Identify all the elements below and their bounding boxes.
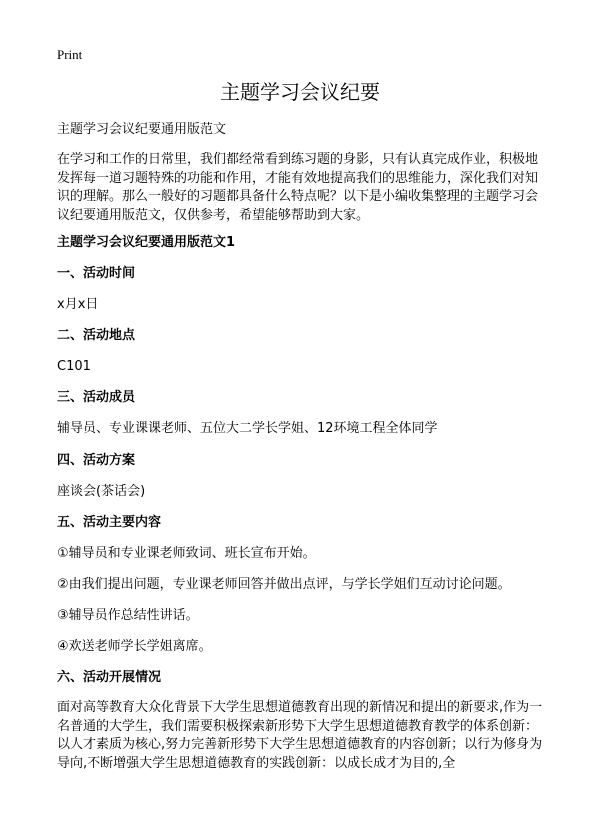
section-heading-content: 五、活动主要内容	[57, 515, 162, 530]
content-item: ④欢送老师学长学姐离席。	[57, 639, 212, 654]
content-item: ①辅导员和专业课老师致词、班长宣布开始。	[57, 546, 316, 561]
document-title: 主题学习会议纪要	[220, 80, 380, 104]
section-text-location: C101	[57, 359, 91, 374]
section-heading-plan: 四、活动方案	[57, 453, 136, 468]
section-text-plan: 座谈会(茶话会)	[57, 484, 146, 499]
section-text-members: 辅导员、专业课课老师、五位大二学长学姐、12环境工程全体同学	[57, 421, 438, 436]
document-subtitle: 主题学习会议纪要通用版范文	[57, 122, 227, 137]
section-heading-location: 二、活动地点	[57, 328, 136, 343]
section-heading-time: 一、活动时间	[57, 266, 136, 281]
section-heading-progress: 六、活动开展情况	[57, 670, 162, 685]
section-heading-members: 三、活动成员	[57, 390, 136, 405]
content-item: ②由我们提出问题，专业课老师回答并做出点评，与学长学姐们互动讨论问题。	[57, 577, 511, 592]
section-text-time: x月x日	[57, 297, 99, 312]
content-item: ③辅导员作总结性讲话。	[57, 608, 199, 623]
intro-paragraph: 在学习和工作的日常里，我们都经常看到练习题的身影，只有认真完成作业，积极地发挥每一道习题特殊的功能和作用，才能有效地提高我们的思维能力，深化我们对知识的理解。那么一般好的习题都具备什么特点呢？以下是小编收集整理的主题学习会议纪要通用版范文，仅供参考，希望能够帮助到大家。	[57, 152, 539, 223]
sample-heading: 主题学习会议纪要通用版范文1	[57, 235, 236, 250]
print-link[interactable]: Print	[57, 47, 83, 62]
progress-paragraph: 面对高等教育大众化背景下大学生思想道德教育出现的新情况和提出的新要求,作为一名普通的大学生，我们需要积极探索新形势下大学生思想道德教育教学的体系创新：以人才素质为核心,努力完善新形势下大学生思想道德教育的内容创新；以行为修身为导向,不断增强大学生思想道德教育的实践创新：以成长成才为目的,全	[57, 700, 543, 771]
